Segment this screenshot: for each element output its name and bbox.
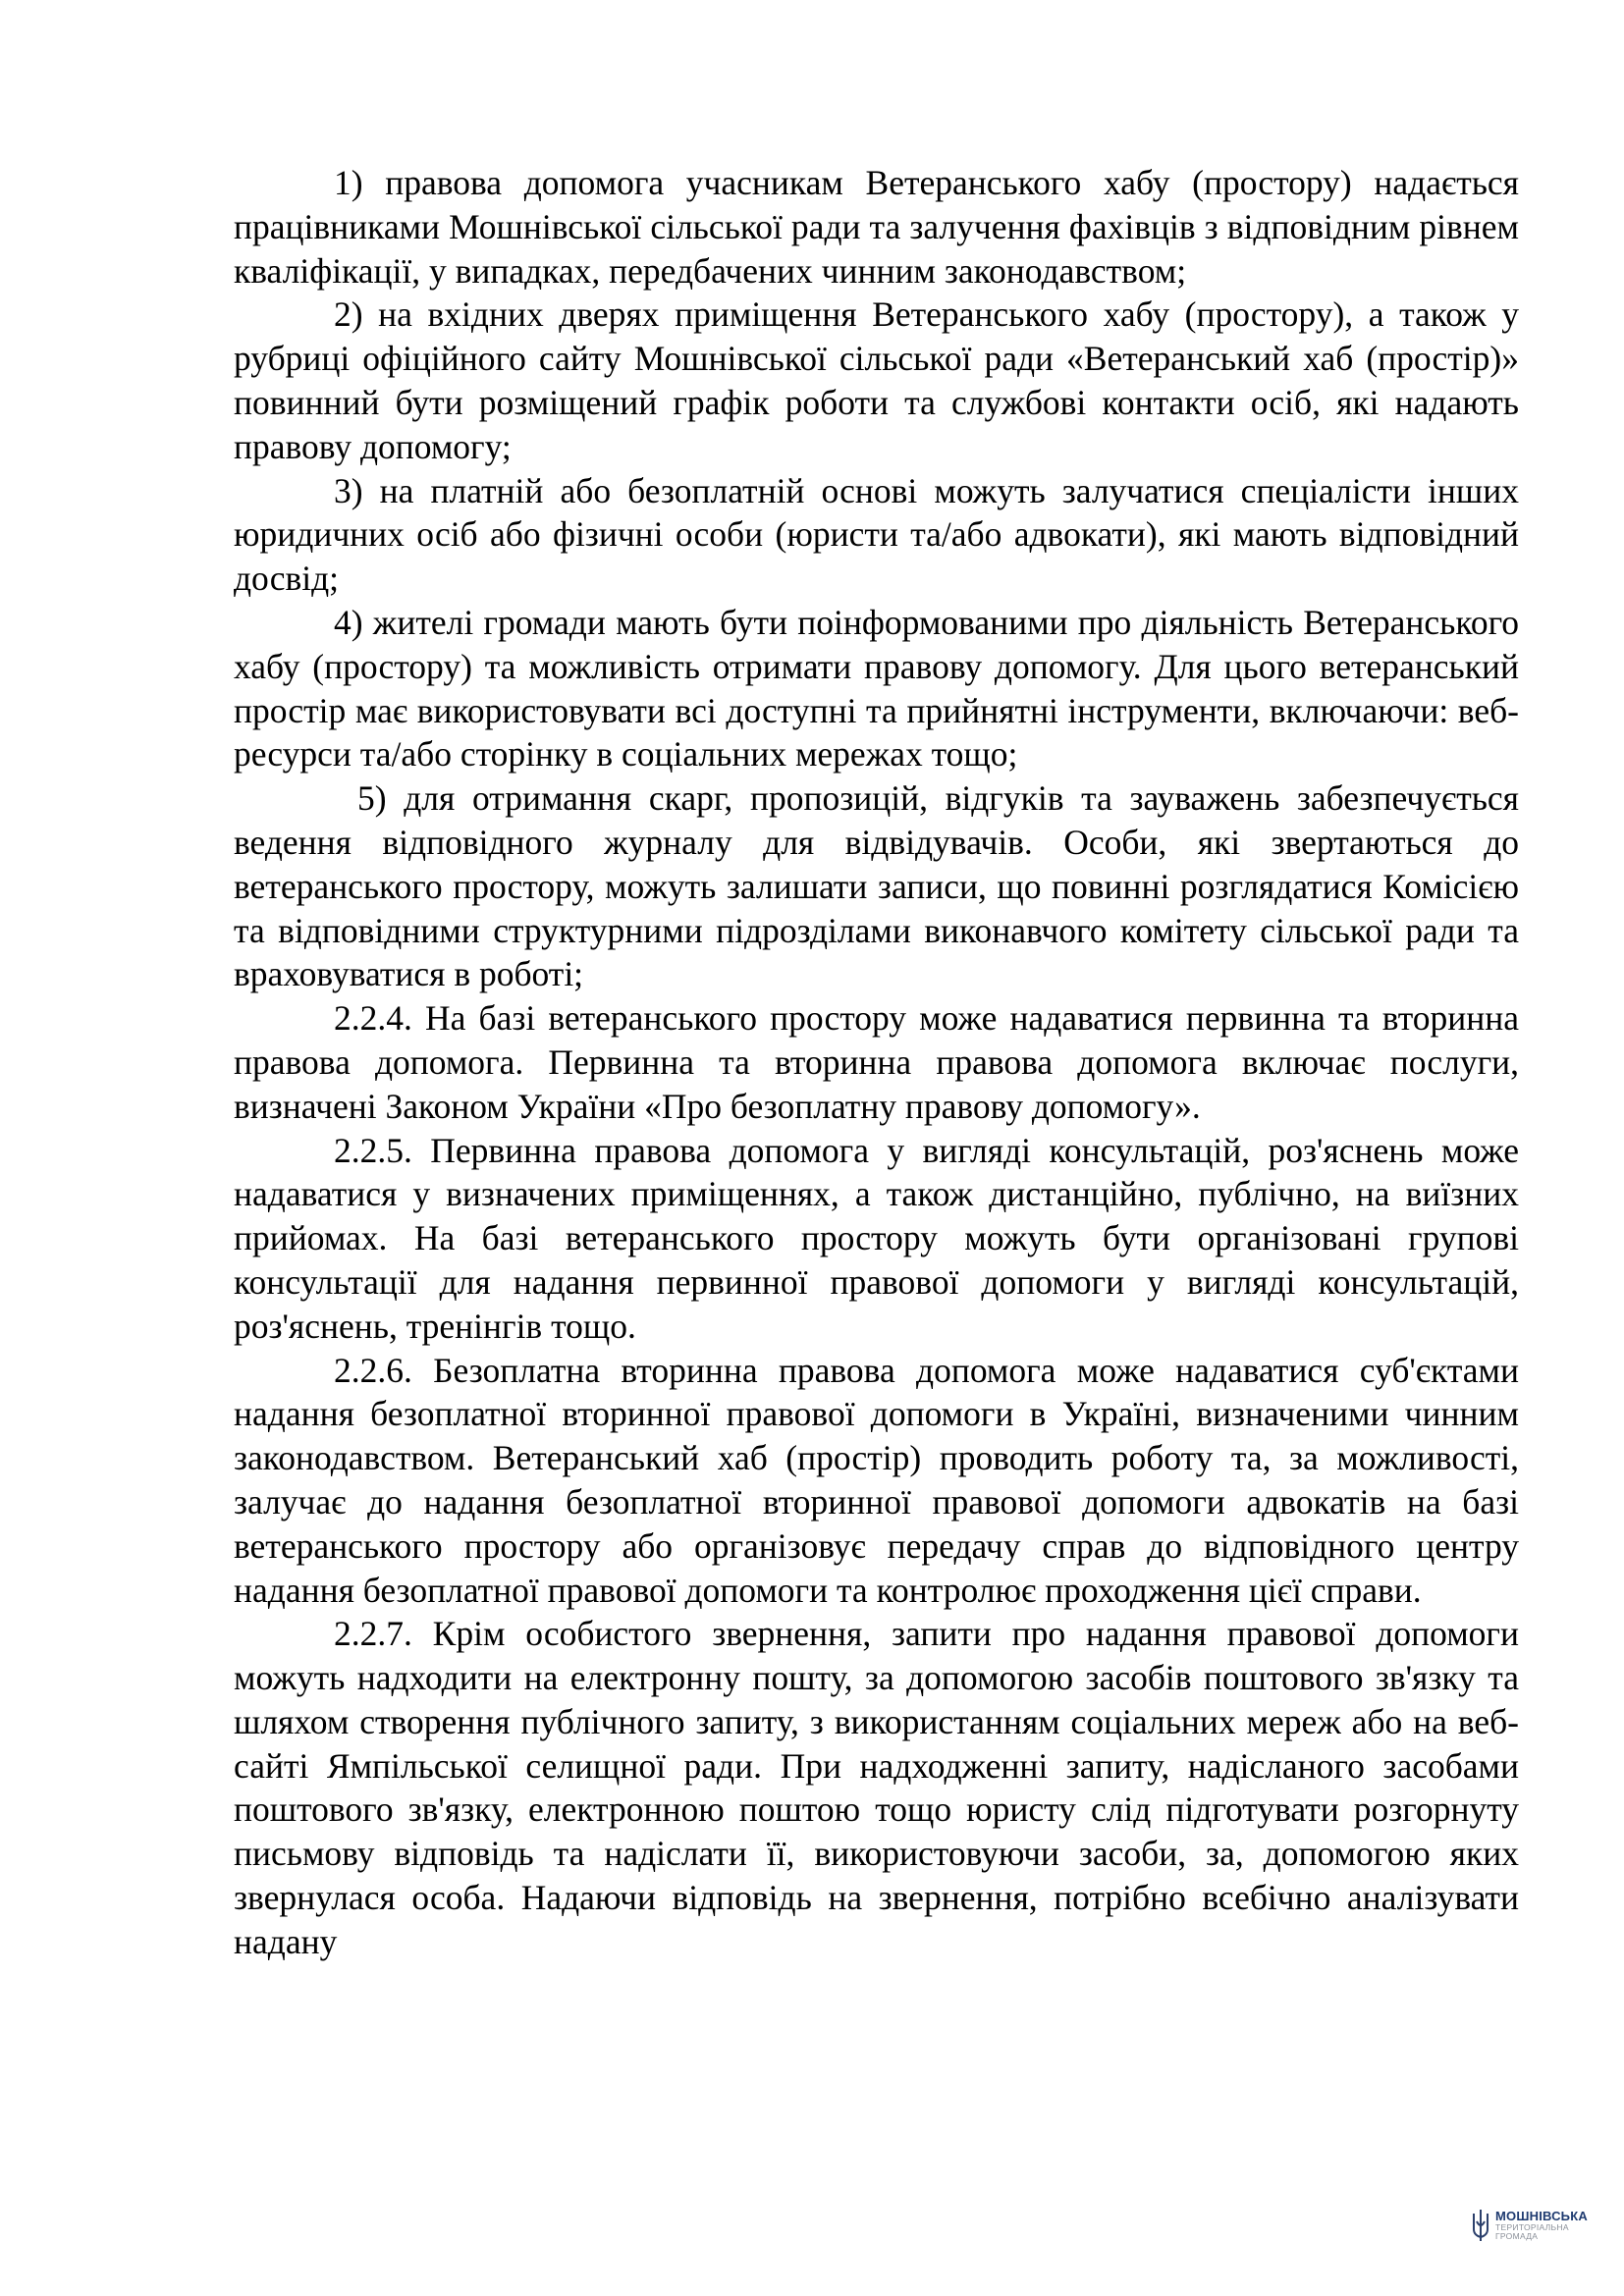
logo-title: МОШНІВСЬКА — [1495, 2209, 1588, 2224]
community-logo — [1470, 2201, 1607, 2250]
paragraph-item-1: 1) правова допомога учасникам Ветеранського хабу (простору) надається працівниками Мошнівської сільської ради та залучення фахівців з відповідним рівнем кваліфікації, у випадках, передбачених чинним законодавством; — [234, 163, 1519, 291]
paragraph-2-2-5: 2.2.5. Первинна правова допомога у вигляді консультацій, роз'яснень може надаватися у визначених приміщеннях, а також дистанційно, публічно, на виїзних прийомах. На базі ветеранського простору можуть бути організовані групові консультації для надання первинної правової допомоги у вигляді консультацій, роз'яснень, тренінгів тощо. — [234, 1130, 1519, 1346]
trident-icon — [1470, 2208, 1491, 2243]
logo-text — [1495, 2210, 1588, 2240]
paragraph-item-2: 2) на вхідних дверях приміщення Ветеранського хабу (простору), а також у рубриці офіційного сайту Мошнівської сільської ради «Ветеранський хаб (простір)» повинний бути розміщений графік роботи та службові контакти осіб, які надають правову допомогу; — [234, 294, 1519, 466]
paragraph-item-4: 4) жителі громади мають бути поінформованими про діяльність Ветеранського хабу (простору) та можливість отримати правову допомогу. Для цього ветеранський простір має використовувати всі доступні та прийнятні інструменти, включаючи: веб-ресурси та/або сторінку в соціальних мережах тощо; — [234, 602, 1519, 774]
paragraph-item-3: 3) на платній або безоплатній основі можуть залучатися спеціалісти інших юридичних осіб або фізичні особи (юристи та/або адвокати), які мають відповідний досвід; — [234, 470, 1519, 599]
logo-subtitle-1: ТЕРИТОРІАЛЬНА — [1495, 2221, 1569, 2232]
document-body — [234, 161, 1519, 1964]
paragraph-2-2-6: 2.2.6. Безоплатна вторинна правова допомога може надаватися суб'єктами надання безоплатної вторинної правової допомоги в Україні, визначеними чинним законодавством. Ветеранський хаб (простір) проводить роботу та, за можливості, залучає до надання безоплатної вторинної правової допомоги адвокатів на базі ветеранського простору або організовує передачу справ до відповідного центру надання безоплатної правової допомоги та контролює проходження цієї справи. — [234, 1350, 1519, 1610]
logo-subtitle-2: ГРОМАДА — [1495, 2230, 1539, 2241]
paragraph-2-2-4: 2.2.4. На базі ветеранського простору може надаватися первинна та вторинна правова допомога. Первинна та вторинна правова допомога включає послуги, визначені Законом України «Про безоплатну правову допомогу». — [234, 998, 1519, 1126]
paragraph-2-2-7: 2.2.7. Крім особистого звернення, запити про надання правової допомоги можуть надходити на електронну пошту, за допомогою засобів поштового зв'язку та шляхом створення публічного запиту, з використанням соціальних мереж або на веб-сайті Ямпільської селищної ради. При надходженні запиту, надісланого засобами поштового зв'язку, електронною поштою тощо юристу слід підготувати розгорнуту письмову відповідь та надіслати її, використовуючи засоби, за, допомогою яких звернулася особа. Надаючи відповідь на звернення, потрібно всебічно аналізувати надану — [234, 1614, 1519, 1961]
paragraph-item-5: 5) для отримання скарг, пропозицій, відгуків та зауважень забезпечується ведення відповідного журналу для відвідувачів. Особи, які звертаються до ветеранського простору, можуть залишати записи, що повинні розглядатися Комісією та відповідними структурними підрозділами виконавчого комітету сільської ради та враховуватися в роботі; — [234, 778, 1519, 994]
